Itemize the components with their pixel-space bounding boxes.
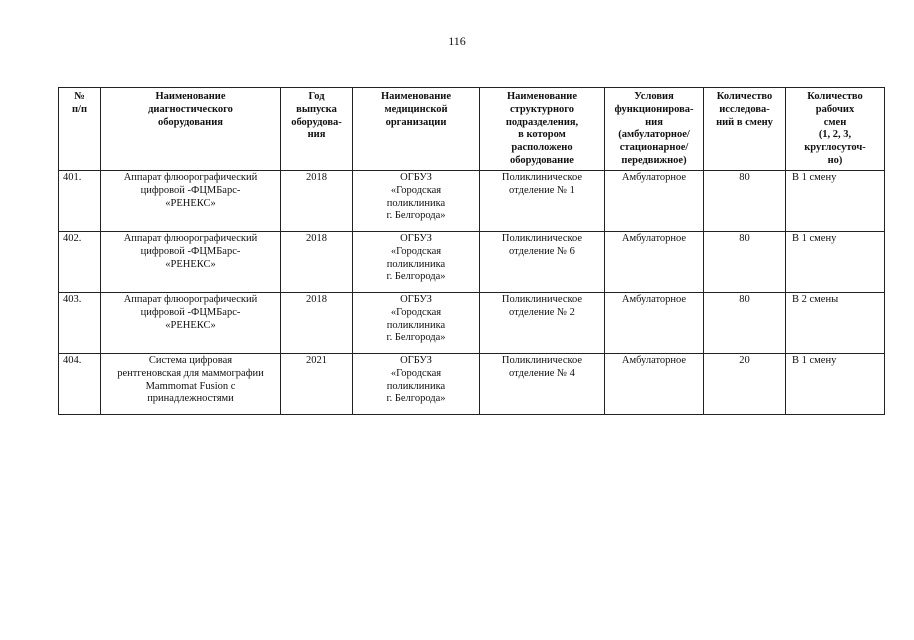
header-number: № п/п <box>59 88 101 171</box>
header-row <box>59 88 885 171</box>
release-year: 2018 <box>281 232 353 293</box>
unit-name: Поликлиническое отделение № 1 <box>480 171 605 232</box>
operating-conditions: Амбулаторное <box>605 354 704 415</box>
release-year: 2018 <box>281 293 353 354</box>
page-number: 116 <box>448 34 466 48</box>
release-year: 2018 <box>281 171 353 232</box>
organization-name: ОГБУЗ «Городская поликлиника г. Белгорода» <box>353 171 480 232</box>
operating-conditions: Амбулаторное <box>605 171 704 232</box>
header-organization: Наименование медицинской организации <box>353 88 480 171</box>
studies-per-shift: 20 <box>704 354 786 415</box>
organization-name: ОГБУЗ «Городская поликлиника г. Белгорода» <box>353 354 480 415</box>
operating-conditions: Амбулаторное <box>605 293 704 354</box>
studies-per-shift: 80 <box>704 293 786 354</box>
equipment-table <box>58 87 885 415</box>
header-unit: Наименование структурного подразделения, в котором расположено оборудование <box>480 88 605 171</box>
header-conditions: Условия функционирова- ния (амбулаторное/ стационарное/ передвижное) <box>605 88 704 171</box>
header-studies: Количество исследова- ний в смену <box>704 88 786 171</box>
work-shifts: В 1 смену <box>786 354 885 415</box>
work-shifts: В 2 смены <box>786 293 885 354</box>
unit-name: Поликлиническое отделение № 6 <box>480 232 605 293</box>
equipment-name: Аппарат флюорографический цифровой -ФЦМБарс- «РЕНЕКС» <box>101 171 281 232</box>
table-row <box>59 354 885 415</box>
table-row <box>59 171 885 232</box>
row-number: 404. <box>59 354 101 415</box>
operating-conditions: Амбулаторное <box>605 232 704 293</box>
studies-per-shift: 80 <box>704 232 786 293</box>
work-shifts: В 1 смену <box>786 171 885 232</box>
header-shifts: Количество рабочих смен (1, 2, 3, круглосуточ- но) <box>786 88 885 171</box>
row-number: 401. <box>59 171 101 232</box>
work-shifts: В 1 смену <box>786 232 885 293</box>
header-equipment: Наименование диагностического оборудования <box>101 88 281 171</box>
organization-name: ОГБУЗ «Городская поликлиника г. Белгорода» <box>353 232 480 293</box>
release-year: 2021 <box>281 354 353 415</box>
equipment-name: Система цифровая рентгеновская для маммографии Mammomat Fusion с принадлежностями <box>101 354 281 415</box>
table-row <box>59 293 885 354</box>
equipment-name: Аппарат флюорографический цифровой -ФЦМБарс- «РЕНЕКС» <box>101 232 281 293</box>
row-number: 402. <box>59 232 101 293</box>
unit-name: Поликлиническое отделение № 2 <box>480 293 605 354</box>
header-year: Год выпуска оборудова- ния <box>281 88 353 171</box>
studies-per-shift: 80 <box>704 171 786 232</box>
organization-name: ОГБУЗ «Городская поликлиника г. Белгорода» <box>353 293 480 354</box>
unit-name: Поликлиническое отделение № 4 <box>480 354 605 415</box>
table-row <box>59 232 885 293</box>
row-number: 403. <box>59 293 101 354</box>
equipment-name: Аппарат флюорографический цифровой -ФЦМБарс- «РЕНЕКС» <box>101 293 281 354</box>
